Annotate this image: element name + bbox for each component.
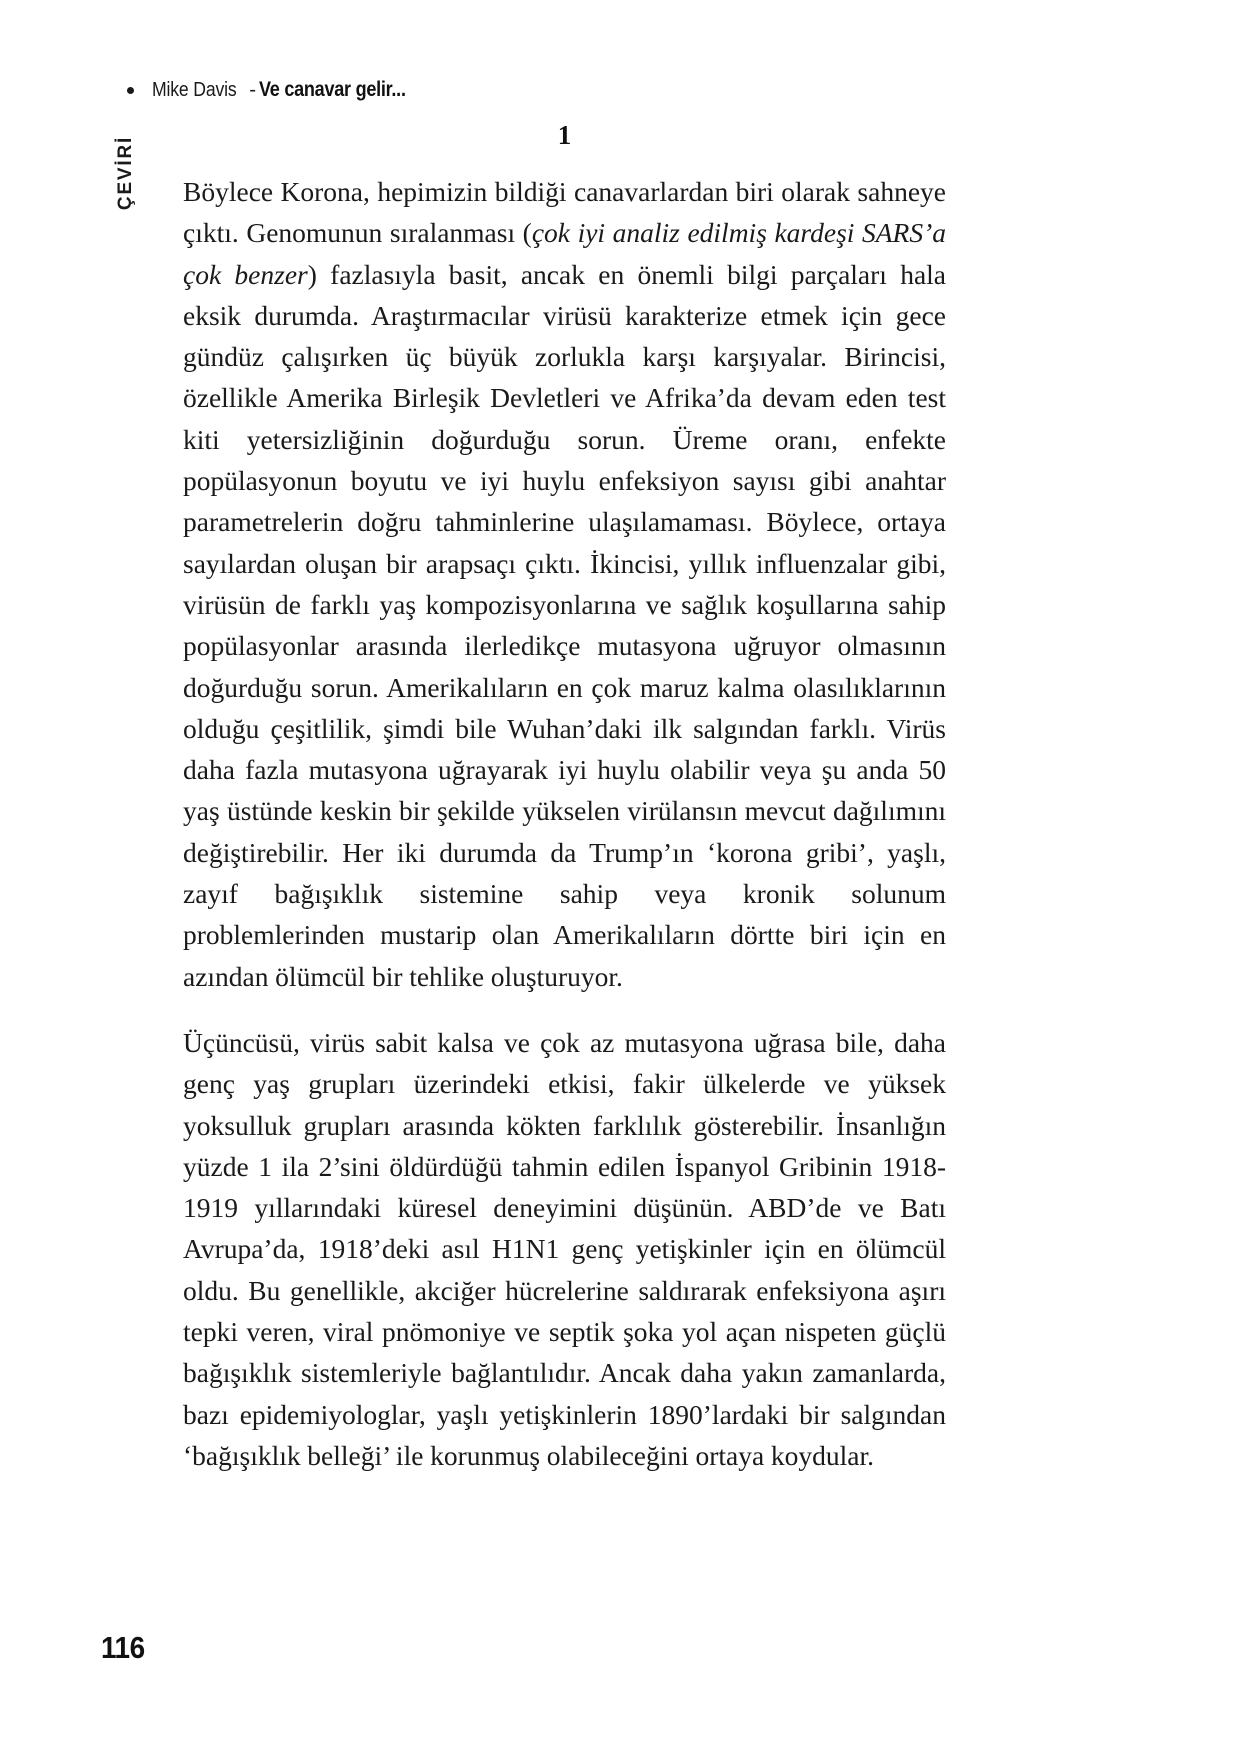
header-separator: - <box>249 78 257 101</box>
paragraph-one-text-a: Böylece Korona, hepimizin bildiği canavarlardan biri olarak sahneye çıktı. Genomunun sıralanması ( <box>183 176 946 249</box>
page-number: 116 <box>101 1630 145 1665</box>
paragraph-one <box>183 171 946 997</box>
header-author: Mike Davis <box>152 78 237 101</box>
header-title: Ve canavar gelir... <box>259 78 406 101</box>
bullet-icon <box>127 87 134 94</box>
vertical-section-label: ÇEVİRİ <box>115 135 136 211</box>
vertical-section-tab <box>112 118 140 228</box>
paragraph-two: Üçüncüsü, virüs sabit kalsa ve çok az mutasyona uğrasa bile, daha genç yaş grupları üzerindeki etkisi, fakir ülkelerde ve yüksek yoksulluk grupları arasında kökten farklılık gösterebilir. İnsanlığın yüzde 1 ila 2’sini öldürdüğü tahmin edilen İspanyol Gribinin 1918-1919 yıllarındaki küresel deneyimini düşünün. ABD’de ve Batı Avrupa’da, 1918’deki asıl H1N1 genç yetişkinler için en ölümcül oldu. Bu genellikle, akciğer hücrelerine saldırarak enfeksiyona aşırı tepki veren, viral pnömoniye ve septik şoka yol açan nispeten güçlü bağışıklık sistemleriyle bağlantılıdır. Ancak daha yakın zamanlarda, bazı epidemiyologlar, yaşlı yetişkinlerin 1890’lardaki bir salgından ‘bağışıklık belleği’ ile korunmuş olabileceğini ortaya koydular. <box>183 1026 946 1471</box>
section-number: 1 <box>557 120 572 150</box>
paragraph-one-italic: çok iyi analiz edilmiş kardeşi SARS’a çok benzer <box>183 217 946 290</box>
running-header <box>127 78 430 102</box>
text-column <box>183 122 946 1476</box>
paragraph-one-text-b: ) fazlasıyla basit, ancak en önemli bilgi parçaları hala eksik durumda. Araştırmacılar virüsü karakterize etmek için gece gündüz çalışırken üç büyük zorlukla karşı karşıyalar. Birincisi, özellikle Amerika Birleşik Devletleri ve Afrika’da devam eden test kiti yetersizliğinin doğurduğu sorun. Üreme oranı, enfekte popülasyonun boyutu ve iyi huylu enfeksiyon sayısı gibi anahtar parametrelerin doğru tahminlerine ulaşılamaması. Böylece, ortaya sayılardan oluşan bir arapsaçı çıktı. İkincisi, yıllık influenzalar gibi, virüsün de farklı yaş kompozisyonlarına ve sağlık koşullarına sahip popülasyonlar arasında ilerledikçe mutasyona uğruyor olmasının doğurduğu sorun. Amerikalıların en çok maruz kalma olasılıklarının olduğu çeşitlilik, şimdi bile Wuhan’daki ilk salgından farklı. Virüs daha fazla mutasyona uğrayarak iyi huylu olabilir veya şu anda 50 yaş üstünde keskin bir şekilde yükselen virülansın mevcut dağılımını değiştirebilir. Her iki durumda da Trump’ın ‘korona gribi’, yaşlı, zayıf bağışıklık sistemine sahip veya kronik solunum problemlerinden mustarip olan Amerikalıların dörtte biri için en azından ölümcül bir tehlike oluşturuyor. <box>183 258 946 992</box>
